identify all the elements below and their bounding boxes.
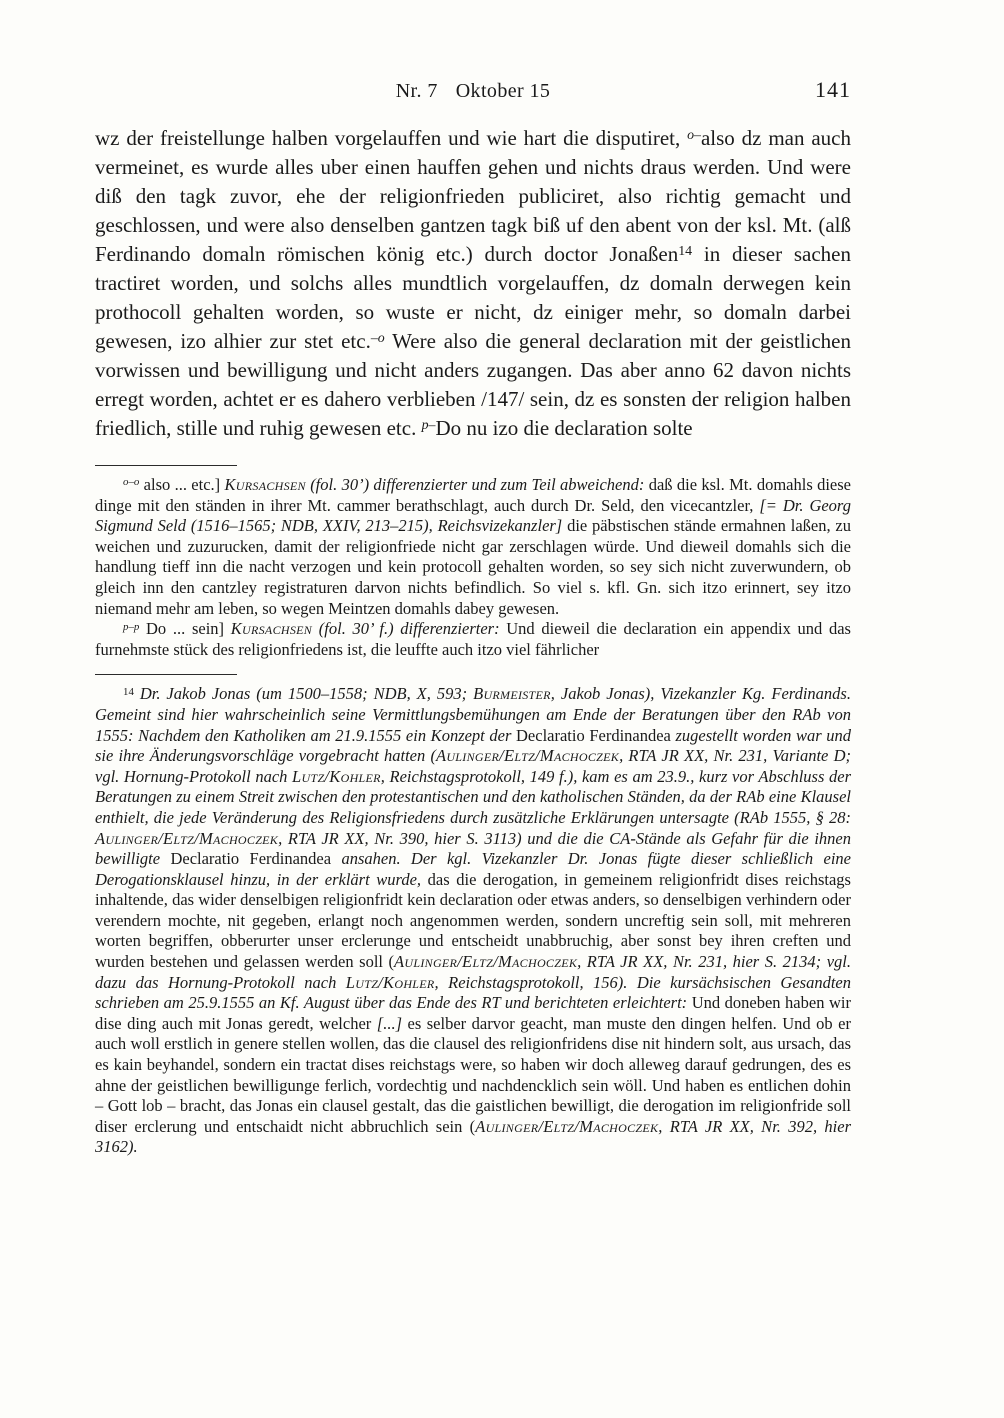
text-block — [95, 77, 852, 1158]
main-paragraph: wz der freistellunge halben vorgelauffen und wie hart die disputiret, $^{o-}$also dz man auch vermeinet, es wurde alles uber einen hauffen gehen und nichts draus werden. Und were diß den tagk zuvor, ehe der religionfrieden publiciret, also richtig gemacht und geschlossen, und were also denselben gantzen tagk biß uf den abent von der ksl. Mt. (alß Ferdinando domaln römischen könig etc.) durch doctor Jonaßen$^{14}$ in dieser sachen tractiret worden, und solchs alles mundtlich vorgelauffen, dz domaln derwegen kein prothocoll gehalten worden, so wuste er nicht, dz einiger mehr, so domaln darbei gewesen, izo alhier zur stet etc.$^{-o}$ Were also die general declaration mit der geistlichen vorwissen und bewilligung und nicht anders zugangen. Das aber anno 62 davon nichts erregt worden, achtet er es dahero verblieben /147/ sein, dz es sonsten der religion halben friedlich, stille und ruhig gewesen etc. $^{p-}$Do nu izo die declaration solte — [95, 126, 851, 440]
footnote-section — [95, 684, 851, 1158]
footnote-14: $^{14}$ Dr. Jakob Jonas (um 1500–1558; NDB, X, 593; Burmeister, Jakob Jonas), Vizekanzler Kg. Ferdinands. Gemeint sind hier wahrscheinlich seine Vermittlungsbemühungen am Ende der Beratungen über den RAb von 1555: Nachdem den Katholiken am 21.9.1555 ein Konzept der Declaratio Ferdinandea zugestellt worden war und sie ihre Änderungsvorschläge vorgebracht hatten (Aulinger/Eltz/Machoczek, RTA JR XX, Nr. 231, Variante D; vgl. Hornung-Protokoll nach Lutz/Kohler, Reichstagsprotokoll, 149 f.), kam es am 23.9., kurz vor Abschluss der Beratungen zu einem Streit zwischen den protestantischen und den katholischen Ständen, da der RAb eine Klausel enthielt, die jede Veränderung des Religionsfriedens durch zusätzliche Erklärungen untersagte (RAb 1555, § 28: Aulinger/Eltz/Machoczek, RTA JR XX, Nr. 390, hier S. 3113) und die die CA-Stände als Gefahr für die ihnen bewilligte Declaratio Ferdinandea ansahen. Der kgl. Vizekanzler Dr. Jonas fügte dieser schließlich eine Derogationsklausel hinzu, in der erklärt wurde, das die derogation, in gemeinem religionfridt dises reichstags inhaltende, das wider denselbigen religionfridt kein declaration oder etwas anders, so denselbigen verhindern oder verendern mochte, nit gegeben, erlangt noch angenommen werden, sondern uncreftig sein soll, mit mehreren worten begriffen, obberurter unser erclerunge und entscheidt unabbruchig, aber sonst bey ihren creften und wurden bestehen und gelassen werden soll (Aulinger/Eltz/Machoczek, RTA JR XX, Nr. 231, hier S. 2134; vgl. dazu das Hornung-Protokoll nach Lutz/Kohler, Reichstagsprotokoll, 156). Die kursächsischen Gesandten schrieben am 25.9.1555 an Kf. August über das Ende des RT und berichteten erleichtert: Und doneben haben wir dise ding auch mit Jonas geredt, welcher [...] es selber darvor geacht, man muste den dingen helfen. Und ob er auch woll erstlich in genere stellen wollen, das die clausel des religionfridens dise nit hindern solt, aus ursach, das es kain beyhandel, sondern ein tractat dises reichstags were, so haben wir doch alleweg darauf gedrungen, des es ahne der geistlichen bewilligunge ferlich, vordechtig und nachdencklich sein wöll. Und haben es entlichen dohin – Gott lob – bracht, das Jonas ein clausel gestalt, das die gaistlichen bewilligt, die derogation im religionfride soll diser erclerung und entschaidt nicht abbruchlich sein (Aulinger/Eltz/Machoczek, RTA JR XX, Nr. 392, hier 3162). — [95, 684, 852, 1157]
page-number: 141 — [815, 77, 851, 102]
apparatus-divider-rule — [95, 465, 237, 466]
document-date: Oktober 15 — [455, 80, 551, 102]
critical-apparatus — [95, 475, 851, 660]
apparatus-note-o: $^{o-o}$ also ... etc.] Kursachsen (fol. 30’) differenzierter und zum Teil abweichend: daß die ksl. Mt. domahls diese dinge mit den ständen in ihrer Mt. cammer berathschlagt, auch durch Dr. Seld, den vicecantzler, [= Dr. Georg Sigmund Seld (1516–1565; NDB, XXIV, 213–215), Reichsvizekanzler] die päbstischen stände ermahnen laßen, zu weichen und zuzurucken, damit der religionfriede nicht gar zerschlagen würde. Und dieweil domahls sich die handlung tieff inn die nacht verzogen und kein protocoll gehalten worden, so sey sich nicht zuverwundern, ob gleich inn den cantzley registraturen darvon nichts befindlich. So viel s. kfl. Gn. sich itzo erinnert, sey itzo niemand mehr am leben, so wegen Meintzen domahls dabey gewesen. — [95, 475, 851, 618]
apparatus-note-p: $^{p-p}$ Do ... sein] Kursachsen (fol. 30’ f.) differenzierter: Und dieweil die declaration ein appendix und das furnehmste stück des religionfriedens ist, die leuffte auch itzo viel fährlicher — [95, 619, 851, 659]
page-header — [95, 77, 851, 108]
document-number: Nr. 7 — [395, 80, 438, 102]
footnote-divider-rule — [95, 674, 237, 675]
running-title — [95, 80, 851, 103]
